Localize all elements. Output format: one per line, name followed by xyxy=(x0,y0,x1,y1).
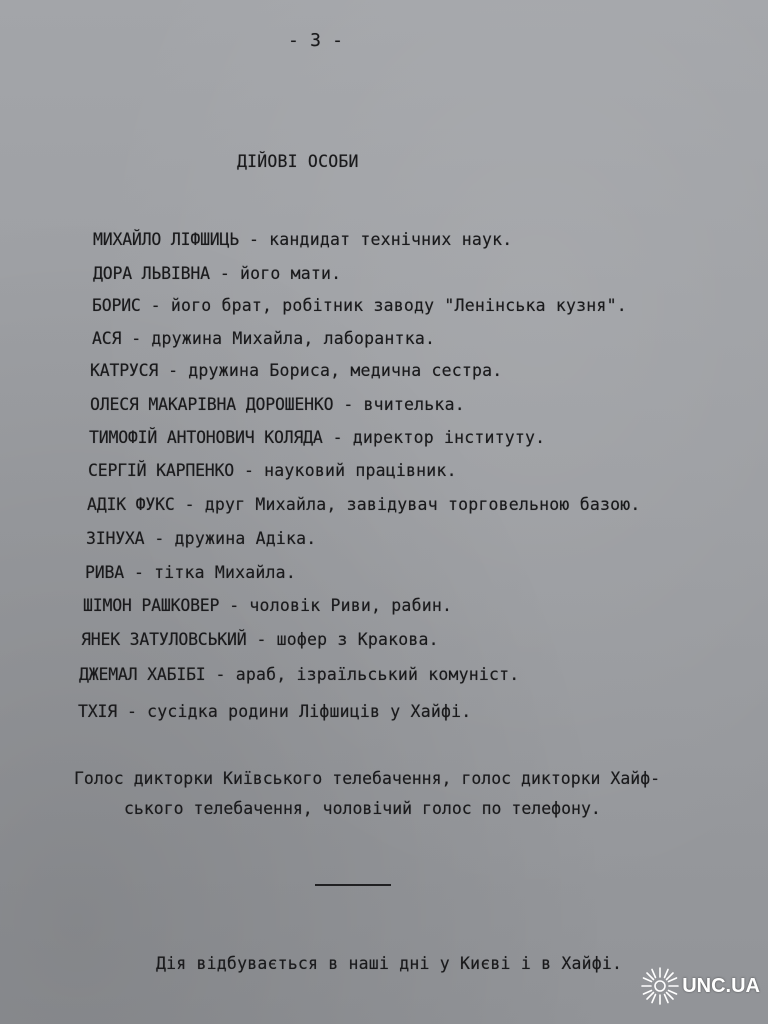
character-description: чоловік Риви, рабин. xyxy=(249,596,453,615)
separator: - xyxy=(249,230,260,249)
character-description: його брат, робітник заводу "Ленінська кузня". xyxy=(170,296,627,315)
character-name: АСЯ xyxy=(92,329,122,348)
character-description: араб, ізраїльський комуніст. xyxy=(235,665,520,684)
cast-entry xyxy=(93,264,341,283)
cast-entry xyxy=(93,230,512,249)
cast-entry xyxy=(89,428,545,447)
character-description: вчителька. xyxy=(363,395,465,414)
separator: - xyxy=(131,329,142,348)
separator: - xyxy=(154,529,165,548)
separator: - xyxy=(126,702,138,721)
character-description: тітка Михайла. xyxy=(154,563,296,582)
character-name: ТХІЯ xyxy=(78,702,117,721)
character-description: науковий працівник. xyxy=(264,461,457,480)
watermark-text: UNC.UA xyxy=(682,974,760,997)
character-description: дружина Михайла, лаборантка. xyxy=(151,329,436,348)
cast-entry xyxy=(90,395,465,414)
cast-entry xyxy=(86,529,316,548)
sunburst-icon xyxy=(640,966,680,1006)
separator: - xyxy=(215,665,226,684)
character-description: дружина Бориса, медична сестра. xyxy=(188,361,503,380)
voices-line: Голос дикторки Київського телебачення, голос дикторки Хайф- xyxy=(74,769,661,788)
character-name: ОЛЕСЯ МАКАРІВНА ДОРОШЕНКО xyxy=(90,395,334,414)
divider-line xyxy=(315,884,391,886)
character-description: друг Михайла, завідувач торговельною базою. xyxy=(204,495,641,514)
voices-line: ського телебачення, чоловічий голос по телефону. xyxy=(124,799,601,818)
character-description: кандидат технічних наук. xyxy=(269,230,513,249)
cast-entry xyxy=(85,563,296,582)
character-name: РИВА xyxy=(85,563,124,582)
watermark xyxy=(640,966,760,1006)
character-name: ЯНЕК ЗАТУЛОВСЬКИЙ xyxy=(81,630,247,649)
cast-entry xyxy=(83,596,452,615)
separator: - xyxy=(219,264,230,283)
cast-entry xyxy=(78,702,471,721)
character-name: ДОРА ЛЬВІВНА xyxy=(93,264,210,283)
character-name: ДЖЕМАЛ ХАБІБІ xyxy=(79,665,206,684)
cast-entry xyxy=(92,329,435,348)
character-description: дружина Адіка. xyxy=(174,529,317,548)
separator: - xyxy=(184,495,195,514)
voices-paragraph xyxy=(74,764,734,824)
cast-entry xyxy=(92,296,627,315)
cast-entry xyxy=(79,665,519,684)
separator: - xyxy=(343,395,354,414)
character-name: КАТРУСЯ xyxy=(90,361,159,380)
separator: - xyxy=(150,296,161,315)
character-name: СЕРГІЙ КАРПЕНКО xyxy=(88,461,235,480)
character-description: шофер з Кракова. xyxy=(276,630,439,649)
cast-heading: ДІЙОВІ ОСОБИ xyxy=(237,152,359,171)
character-name: ТИМОФІЙ АНТОНОВИЧ КОЛЯДА xyxy=(89,428,323,447)
separator: - xyxy=(168,361,179,380)
cast-entry xyxy=(90,361,502,380)
character-name: ШІМОН РАШКОВЕР xyxy=(83,596,220,615)
character-description: його мати. xyxy=(239,264,342,283)
separator: - xyxy=(332,428,343,447)
character-name: АДІК ФУКС xyxy=(87,495,175,514)
setting-line: Дія відбувається в наші дні у Києві і в Хайфі. xyxy=(156,954,623,973)
character-name: ЗІНУХА xyxy=(86,529,145,548)
character-description: сусідка родини Ліфшиців у Хайфі. xyxy=(147,702,472,721)
separator: - xyxy=(229,596,240,615)
cast-entry xyxy=(81,630,439,649)
character-name: МИХАЙЛО ЛІФШИЦЬ xyxy=(93,230,240,249)
cast-entry xyxy=(88,461,457,480)
page-number: - 3 - xyxy=(288,30,344,51)
character-description: директор інституту. xyxy=(352,428,546,447)
separator: - xyxy=(133,563,145,582)
separator: - xyxy=(244,461,255,480)
separator: - xyxy=(256,630,267,649)
cast-entry xyxy=(87,495,641,514)
character-name: БОРИС xyxy=(92,296,141,315)
